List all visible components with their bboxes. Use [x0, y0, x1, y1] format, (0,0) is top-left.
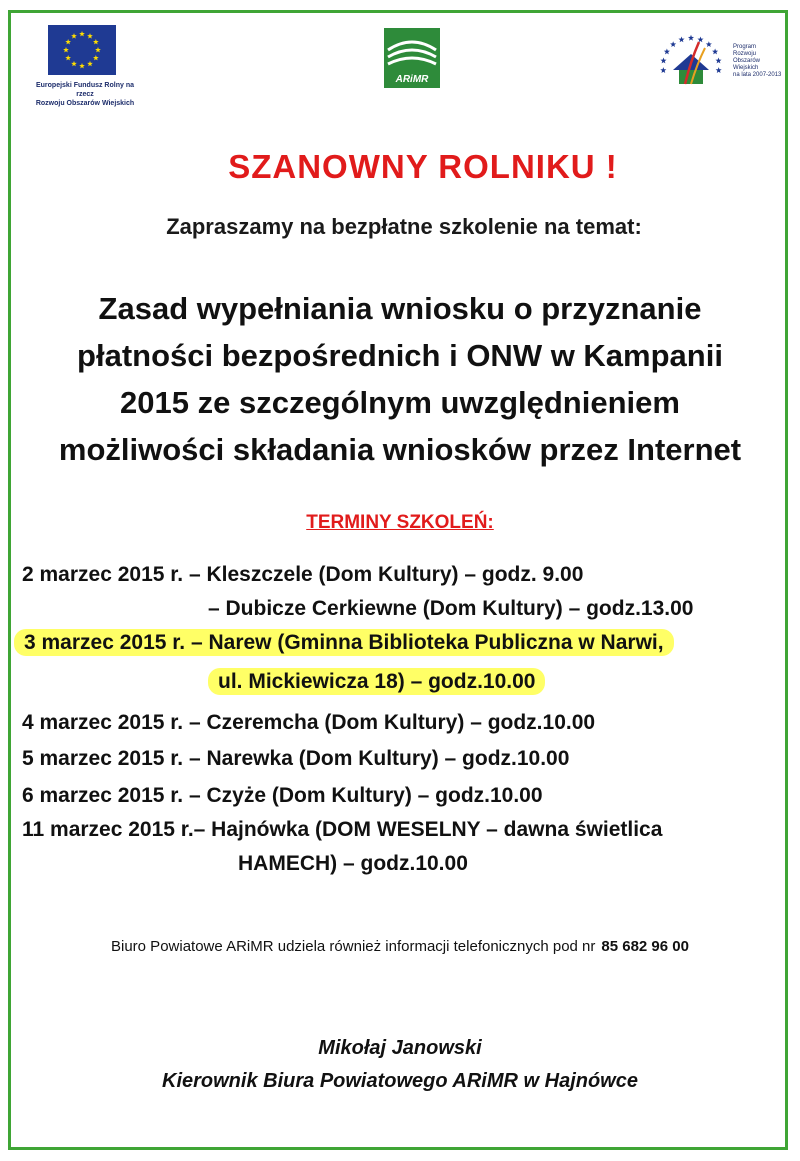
topic-line: Zasad wypełniania wniosku o przyznanie	[98, 291, 702, 326]
prow-caption-line: Obszarów	[733, 58, 761, 64]
schedule-item-highlighted	[14, 631, 674, 655]
highlight: ul. Mickiewicza 18) – godz.10.00	[208, 668, 545, 695]
schedule-item: 4 marzec 2015 r. – Czeremcha (Dom Kultury) – godz.10.00	[22, 711, 596, 734]
prow-caption-years: na lata 2007-2013	[733, 72, 782, 78]
arimr-label: ARiMR	[395, 74, 429, 85]
terms-heading: TERMINY SZKOLEŃ:	[306, 512, 494, 533]
signature-name: Mikołaj Janowski	[318, 1037, 482, 1059]
eu-caption	[30, 81, 140, 108]
phone-info	[0, 938, 800, 955]
topic-line: płatności bezpośrednich i ONW w Kampanii	[77, 338, 723, 373]
schedule-item: 2 marzec 2015 r. – Kleszczele (Dom Kultury) – godz. 9.00	[22, 563, 584, 586]
prow-caption-line: Rozwoju	[733, 51, 757, 57]
schedule-item: – Dubicze Cerkiewne (Dom Kultury) – godz.13.00	[208, 597, 694, 620]
prow-caption-line: Program	[733, 44, 757, 50]
schedule-item: 5 marzec 2015 r. – Narewka (Dom Kultury) – godz.10.00	[22, 747, 570, 770]
eu-caption-line: Rozwoju Obszarów Wiejskich	[35, 100, 135, 107]
page-title: SZANOWNY ROLNIKU !	[228, 148, 618, 185]
prow-logo-icon	[655, 30, 729, 90]
topic-line: możliwości składania wniosków przez Internet	[58, 432, 742, 467]
topic-line: 2015 ze szczególnym uwzględnieniem	[120, 385, 680, 420]
prow-caption-line: Wiejskich	[733, 65, 759, 71]
signature-role: Kierownik Biura Powiatowego ARiMR w Hajnówce	[162, 1070, 638, 1092]
invitation-text: Zapraszamy na bezpłatne szkolenie na temat:	[166, 214, 642, 239]
eu-flag-icon	[48, 25, 116, 75]
schedule-item: 11 marzec 2015 r.– Hajnówka (DOM WESELNY – dawna świetlica	[22, 818, 663, 841]
phone-number: 85 682 96 00	[601, 938, 689, 955]
highlight: 3 marzec 2015 r. – Narew (Gminna Biblioteka Publiczna w Narwi,	[14, 629, 674, 656]
prow-caption	[733, 44, 781, 79]
training-topic	[0, 285, 800, 473]
eu-caption-line: Europejski Fundusz Rolny na rzecz	[35, 82, 134, 98]
arimr-logo-icon	[384, 28, 440, 88]
schedule-item-highlighted	[208, 670, 545, 694]
schedule-item: HAMECH) – godz.10.00	[238, 852, 468, 875]
prow-logo	[655, 30, 785, 100]
phone-info-text: Biuro Powiatowe ARiMR udziela również informacji telefonicznych pod nr	[111, 938, 596, 955]
schedule-item: 6 marzec 2015 r. – Czyże (Dom Kultury) – godz.10.00	[22, 784, 543, 807]
